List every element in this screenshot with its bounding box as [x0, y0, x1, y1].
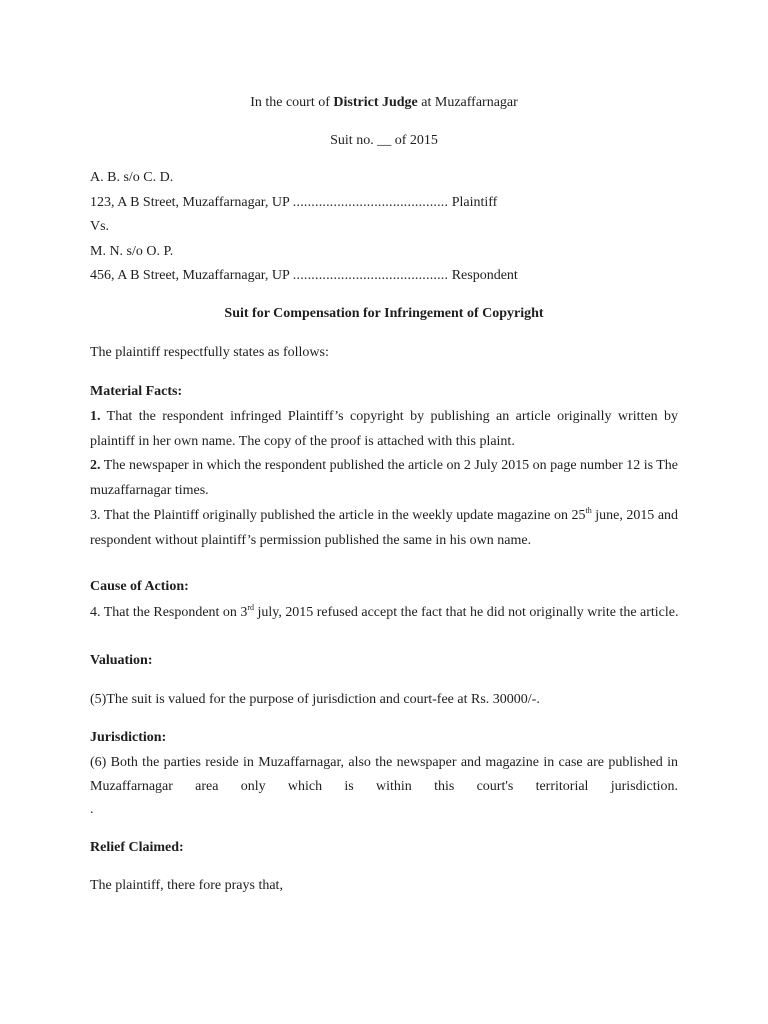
intro-text: The plaintiff respectfully states as follows: — [90, 345, 329, 360]
para-2-line-2: muzaffarnagar times. — [90, 483, 209, 498]
respondent-address-line — [90, 264, 678, 289]
plaintiff-role: Plaintiff — [448, 195, 498, 210]
para-5: (5)The suit is valued for the purpose of jurisdiction and court-fee at Rs. 30000/-. — [90, 692, 540, 707]
plaintiff-name: A. B. s/o C. D. — [90, 170, 174, 185]
relief-claimed-heading: Relief Claimed: — [90, 840, 184, 855]
para-1-line-2: plaintiff in her own name. The copy of the proof is attached with this plaint. — [90, 434, 515, 449]
court-suffix: at Muzaffarnagar — [417, 95, 518, 110]
para-4-superscript: rd — [247, 603, 255, 612]
suit-number: Suit no. __ of 2015 — [330, 133, 438, 148]
suit-title: Suit for Compensation for Infringement of Copyright — [224, 306, 544, 321]
para-1-line-1 — [90, 405, 678, 430]
versus-label: Vs. — [90, 219, 110, 234]
para-3-superscript: th — [585, 506, 592, 515]
para-7: The plaintiff, there fore prays that, — [90, 878, 283, 893]
plaintiff-address: 123, A B Street, Muzaffarnagar, UP — [90, 195, 293, 210]
para-2-text: The newspaper in which the respondent published the article on 2 July 2015 on page number 12 is The — [100, 458, 678, 473]
para-6-line-3: . — [90, 802, 94, 817]
court-prefix: In the court of — [250, 95, 334, 110]
plaintiff-address-line — [90, 191, 678, 216]
para-4-text-b: july, 2015 refused accept the fact that he did not originally write the article. — [254, 605, 679, 620]
plaintiff-dots: .......................................... — [292, 195, 449, 210]
para-2-line-1 — [90, 454, 678, 479]
para-3-text-b: june, 2015 and — [591, 508, 678, 523]
para-1-number: 1. — [90, 409, 101, 424]
para-6-line-1: (6) Both the parties reside in Muzaffarnagar, also the newspaper and magazine in case are published in — [90, 755, 678, 770]
jurisdiction-heading: Jurisdiction: — [90, 730, 167, 745]
respondent-dots: .......................................... — [292, 268, 449, 283]
respondent-address: 456, A B Street, Muzaffarnagar, UP — [90, 268, 293, 283]
para-6-line-2: Muzaffarnagar area only which is within this court's territorial jurisdiction. — [90, 779, 678, 794]
respondent-name: M. N. s/o O. P. — [90, 244, 174, 259]
court-heading — [90, 91, 678, 116]
respondent-role: Respondent — [448, 268, 518, 283]
para-2-number: 2. — [90, 458, 101, 473]
material-facts-heading: Material Facts: — [90, 384, 183, 399]
court-judge: District Judge — [333, 95, 418, 110]
para-4 — [90, 601, 677, 626]
para-3-line-2: respondent without plaintiff’s permission published the same in his own name. — [90, 533, 532, 548]
cause-of-action-heading: Cause of Action: — [90, 579, 189, 594]
para-1-text: That the respondent infringed Plaintiff’s copyright by publishing an article originally written by — [100, 409, 678, 424]
para-3-text-a: 3. That the Plaintiff originally published the article in the weekly update magazine on 25 — [90, 508, 586, 523]
para-4-text-a: 4. That the Respondent on 3 — [90, 605, 248, 620]
valuation-heading: Valuation: — [90, 653, 153, 668]
para-3-line-1 — [90, 504, 678, 529]
